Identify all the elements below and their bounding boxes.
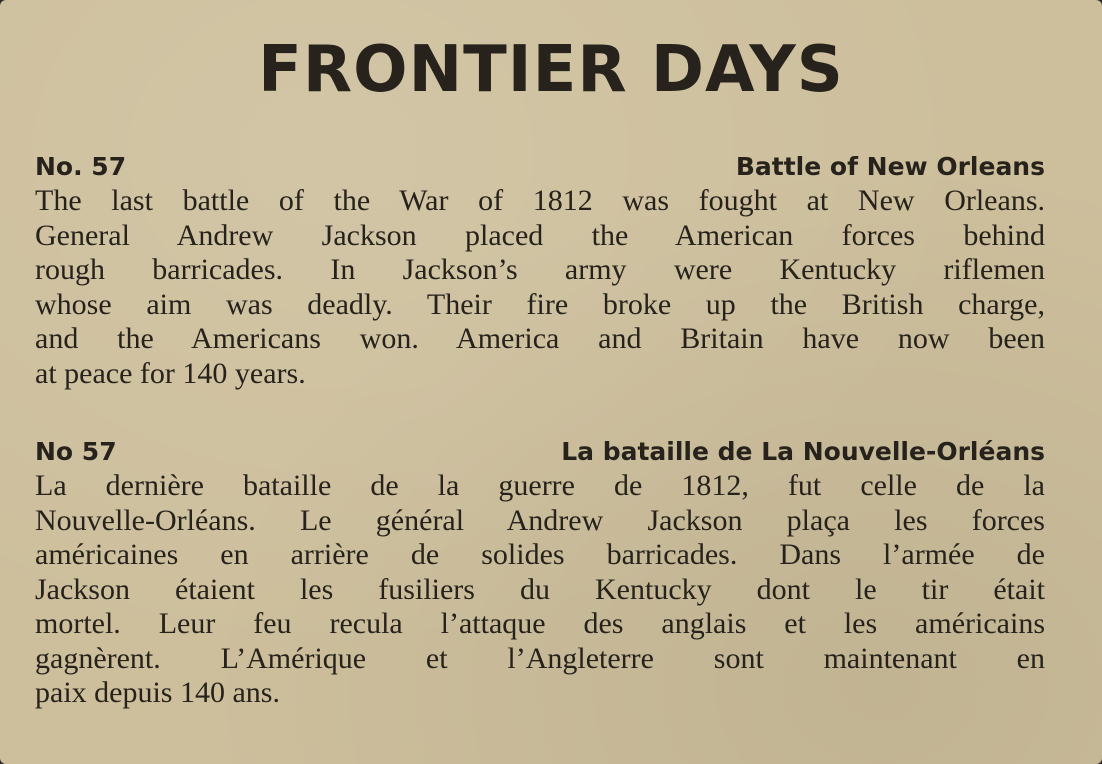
french-line: paix depuis 140 ans. [35, 676, 280, 709]
french-line: La dernière bataille de la guerre de 1812, fut celle de la [35, 469, 1045, 502]
english-heading: Battle of New Orleans [735, 152, 1045, 181]
french-line: mortel. Leur feu recula l’attaque des anglais et les américains [35, 607, 1045, 640]
english-line: The last battle of the War of 1812 was fought at New Orleans. [35, 184, 1045, 217]
french-body [35, 469, 1045, 711]
french-line: américaines en arrière de solides barricades. Dans l’armée de [35, 538, 1045, 571]
french-line: Nouvelle-Orléans. Le général Andrew Jackson plaça les forces [35, 503, 1045, 537]
english-card-number: No. 57 [35, 152, 127, 181]
french-heading: La bataille de La Nouvelle-Orléans [561, 437, 1045, 466]
english-line: at peace for 140 years. [35, 356, 306, 390]
english-header [35, 150, 1045, 184]
french-card-number: No 57 [35, 437, 117, 466]
french-section [35, 435, 1045, 711]
english-section [35, 150, 1045, 391]
french-line: gagnèrent. L’Amérique et l’Angleterre sont maintenant en [35, 641, 1045, 675]
english-line: General Andrew Jackson placed the American forces behind [35, 218, 1045, 252]
english-line: rough barricades. In Jackson’s army were Kentucky riflemen [35, 253, 1045, 286]
french-line: Jackson étaient les fusiliers du Kentucky dont le tir était [35, 572, 1045, 606]
english-body [35, 184, 1045, 391]
card-title: FRONTIER DAYS [258, 33, 844, 107]
english-line: and the Americans won. America and Britain have now been [35, 322, 1045, 355]
french-header [35, 435, 1045, 469]
english-line: whose aim was deadly. Their fire broke up the British charge, [35, 287, 1045, 321]
